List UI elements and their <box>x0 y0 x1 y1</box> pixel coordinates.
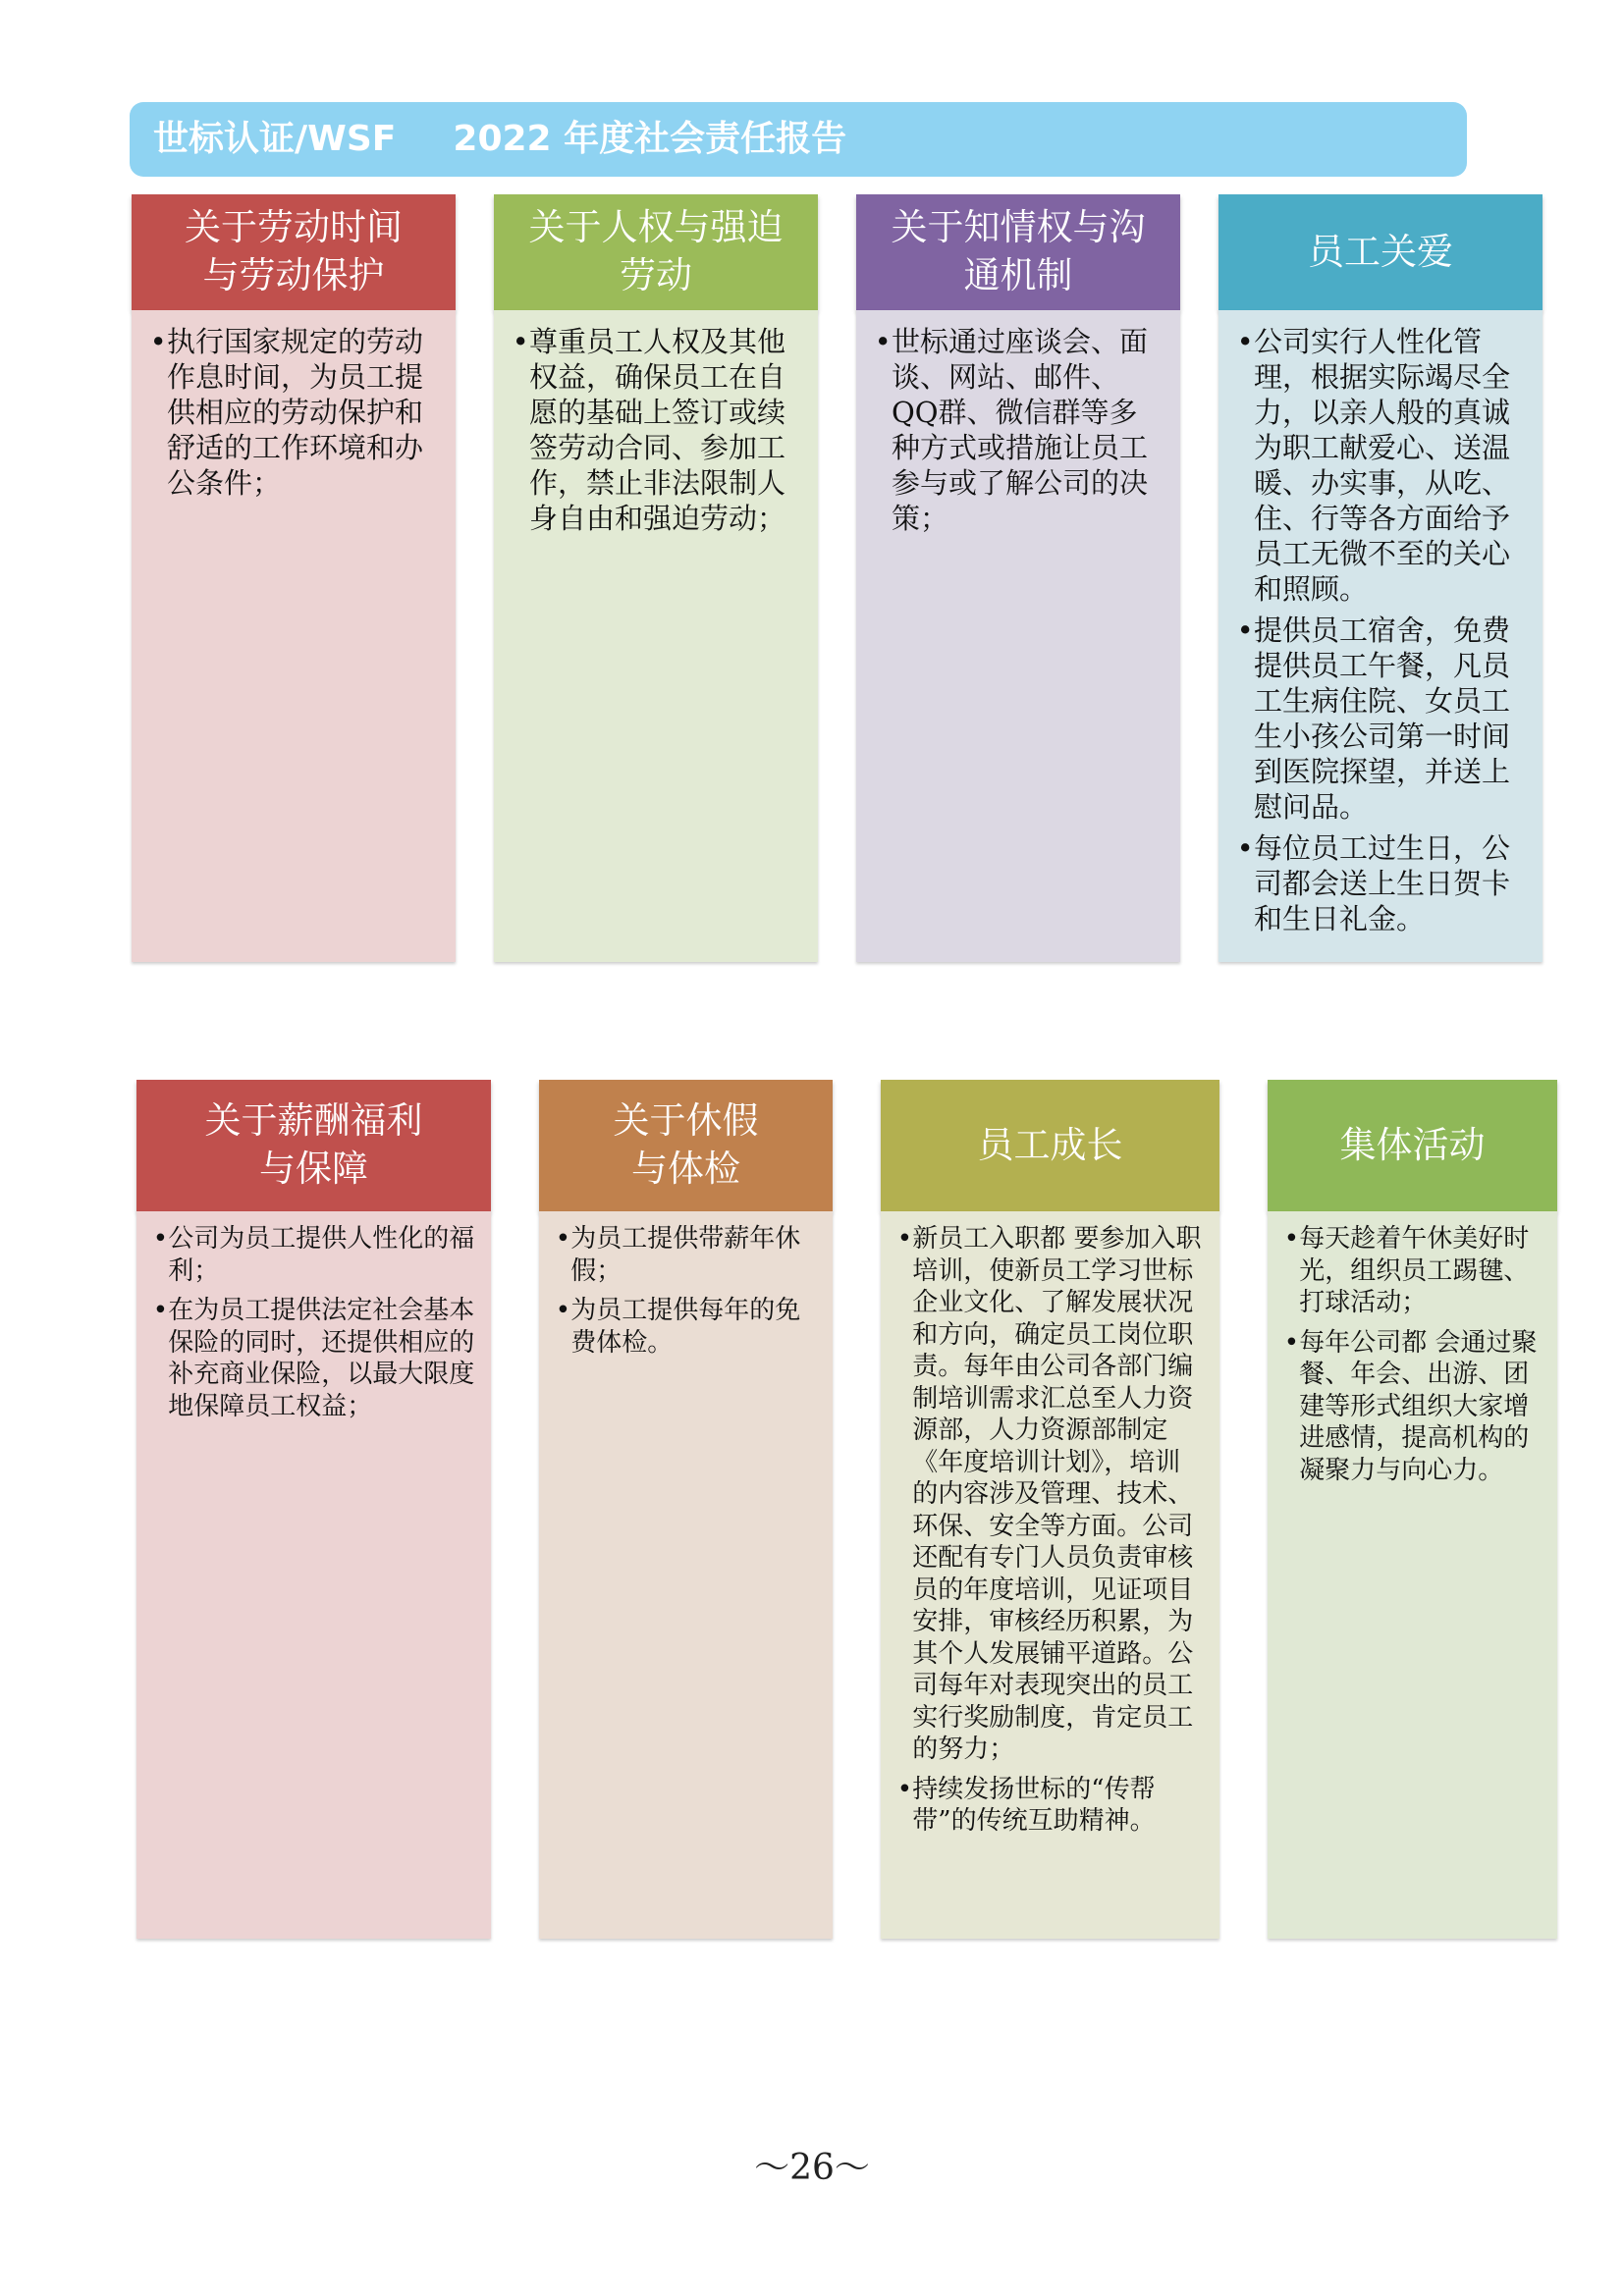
card-body <box>539 1211 833 1939</box>
card-title <box>494 194 818 310</box>
card-body <box>1268 1211 1557 1939</box>
list-item: • 执行国家规定的劳动作息时间，为员工提供相应的劳动保护和舒适的工作环境和办公条件； <box>151 324 440 501</box>
header-org: 世标认证/WSF <box>153 119 397 159</box>
card-title <box>136 1080 491 1211</box>
card-labor-time <box>132 194 456 962</box>
bullet-list <box>898 1223 1206 1838</box>
header-report-title: 2022 年度社会责任报告 <box>453 119 847 159</box>
card-body <box>136 1211 491 1939</box>
report-header-banner <box>130 102 1467 177</box>
bullet-list <box>557 1223 819 1359</box>
card-body <box>1218 310 1543 962</box>
card-body <box>856 310 1180 962</box>
card-body <box>132 310 456 962</box>
list-item: • 为员工提供带薪年休假； <box>557 1223 819 1287</box>
card-title <box>1268 1080 1557 1211</box>
bullet-list <box>1285 1223 1543 1486</box>
card-leave-checkup <box>539 1080 833 1939</box>
list-item: • 提供员工宿舍，免费提供员工午餐，凡员工生病住院、女员工生小孩公司第一时间到医院探望，并送上慰问品。 <box>1238 613 1527 825</box>
bullet-list <box>151 324 440 501</box>
card-group-activities <box>1268 1080 1557 1939</box>
card-title <box>856 194 1180 310</box>
card-salary-welfare <box>136 1080 491 1939</box>
card-title-text: 关于薪酬福利 与保障 <box>204 1099 423 1190</box>
list-item: • 公司为员工提供人性化的福利； <box>154 1223 477 1287</box>
list-item: • 每位员工过生日，公司都会送上生日贺卡和生日礼金。 <box>1238 830 1527 936</box>
card-title-text: 关于劳动时间 与劳动保护 <box>185 206 403 296</box>
card-title-text: 关于人权与强迫 劳动 <box>528 206 784 296</box>
card-title-text: 员工关爱 <box>1308 230 1453 273</box>
card-title <box>539 1080 833 1211</box>
card-right-to-know <box>856 194 1180 962</box>
bullet-list <box>154 1223 477 1422</box>
card-employee-care <box>1218 194 1543 962</box>
list-item: • 公司实行人性化管理，根据实际竭尽全力，以亲人般的真诚为职工献爱心、送温暖、办实事，从吃、住、行等各方面给予员工无微不至的关心和照顾。 <box>1238 324 1527 607</box>
list-item: • 新员工入职都 要参加入职培训，使新员工学习世标企业文化、了解发展状况和方向，确定员工岗位职责。每年由公司各部门编制培训需求汇总至人力资源部，人力资源部制定《年度培训计划》，培训的内容涉及管理、技术、环保、安全等方面。公司还配有专门人员负责审核员的年度培训，见证项目安排，审核经历积累，为其个人发展铺平道路。公司每年对表现突出的员工实行奖励制度，肯定员工的努力； <box>898 1223 1206 1766</box>
card-title-text: 关于知情权与沟 通机制 <box>891 206 1146 296</box>
list-item: • 世标通过座谈会、面谈、网站、邮件、QQ群、微信群等多种方式或措施让员工参与或了解公司的决策； <box>876 324 1164 536</box>
bullet-list <box>876 324 1164 536</box>
card-title <box>132 194 456 310</box>
list-item: • 尊重员工人权及其他权益，确保员工在自愿的基础上签订或续签劳动合同、参加工作，禁止非法限制人身自由和强迫劳动； <box>514 324 802 536</box>
bullet-list <box>1238 324 1527 936</box>
page-number: ～26～ <box>754 2148 870 2188</box>
card-title-text: 集体活动 <box>1339 1123 1486 1166</box>
card-title <box>881 1080 1219 1211</box>
card-title <box>1218 194 1543 310</box>
list-item: • 在为员工提供法定社会基本保险的同时，还提供相应的补充商业保险，以最大限度地保障员工权益； <box>154 1295 477 1422</box>
list-item: • 每年公司都 会通过聚餐、年会、出游、团建等形式组织大家增进感情，提高机构的凝聚力与向心力。 <box>1285 1327 1543 1487</box>
card-title-text: 员工成长 <box>977 1123 1123 1166</box>
card-body <box>881 1211 1219 1939</box>
list-item: • 持续发扬世标的“传帮带”的传统互助精神。 <box>898 1774 1206 1838</box>
card-title-text: 关于休假 与体检 <box>613 1099 759 1190</box>
card-human-rights <box>494 194 818 962</box>
card-body <box>494 310 818 962</box>
list-item: • 为员工提供每年的免费体检。 <box>557 1295 819 1359</box>
card-employee-growth <box>881 1080 1219 1939</box>
list-item: • 每天趁着午休美好时光，组织员工踢毽、打球活动； <box>1285 1223 1543 1319</box>
bullet-list <box>514 324 802 536</box>
